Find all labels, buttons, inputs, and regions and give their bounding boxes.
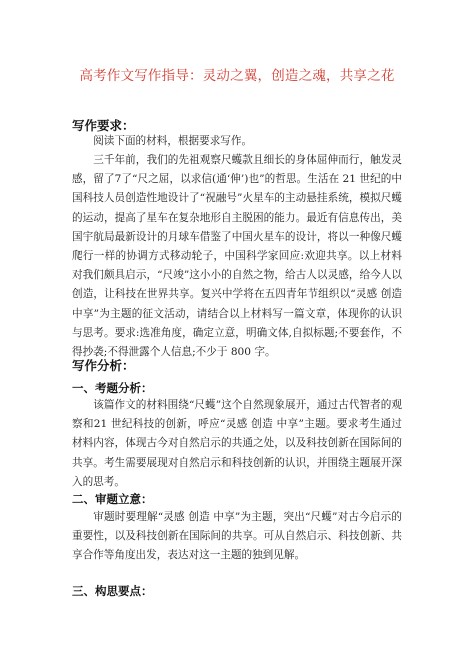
page-title: 高考作文写作指导：灵动之翼，创造之魂，共享之花 bbox=[79, 68, 395, 84]
requirements-material: 三千年前，我们的先祖观察尺蠖款且细长的身体屈伸而行，触发灵感，留了7了“尺之屈，以求信(通‘伸’)也”的哲思。生活在 21 世纪的中国科技人员创造性地设计了“祝融号”火星车的主动悬挂系统，模拟尺蠖的运动，提高了星车在复杂地形自主脱困的能力。最近有信息传出，美国宇航局最新设计的月球车借鉴了中国火星车的设计，将以一种像尺蠖爬行一样的协调方式移动轮子，中国科学家回应:欢迎共享。以上材料对我们颇具启示，“尺竣”这小小的自然之物，给古人以灵感，给今人以创造，让科技在世界共享。复兴中学将在五四青年节组织以“灵感 创造 中享”为主题的征文活动，请结合以上材料写一篇文章，体现你的认识与思考。要求:选准角度，确定立意，明确文体,自拟标题;不要套作，不得抄袭;不得泄露个人信息;不少于 800 字。 bbox=[72, 154, 402, 359]
section-body-theme: 审题时要理解“灵感 创造 中享”为主题，突出“尺蠖”对古今启示的重要性，以及科技创新在国际间的共享。可从自然启示、科技创新、共享合作等角度出发，表达对这一主题的独到见解。 bbox=[72, 511, 402, 562]
requirements-intro: 阅读下面的材料，根据要求写作。 bbox=[93, 135, 253, 147]
requirements-heading: 写作要求： bbox=[72, 118, 135, 133]
section-body-exam-analysis: 该篇作文的材料围绕“尺蠖”这个自然现象展开，通过古代智者的观察和21 世纪科技的创新，呼应“灵感 创造 中享”主题。要求考生通过材料内容，体现古今对自然启示的共通之处，以及科技创新在国际间的共享。考生需要展现对自然启示和科技创新的认识，并围绕主题展开深入的思考。 bbox=[72, 399, 402, 488]
section-heading-exam-analysis: 一、考题分析： bbox=[72, 381, 153, 395]
analysis-heading: 写作分析： bbox=[72, 358, 135, 373]
section-heading-theme: 二、审题立意： bbox=[72, 492, 153, 506]
section-heading-outline: 三、构思要点： bbox=[72, 584, 153, 598]
